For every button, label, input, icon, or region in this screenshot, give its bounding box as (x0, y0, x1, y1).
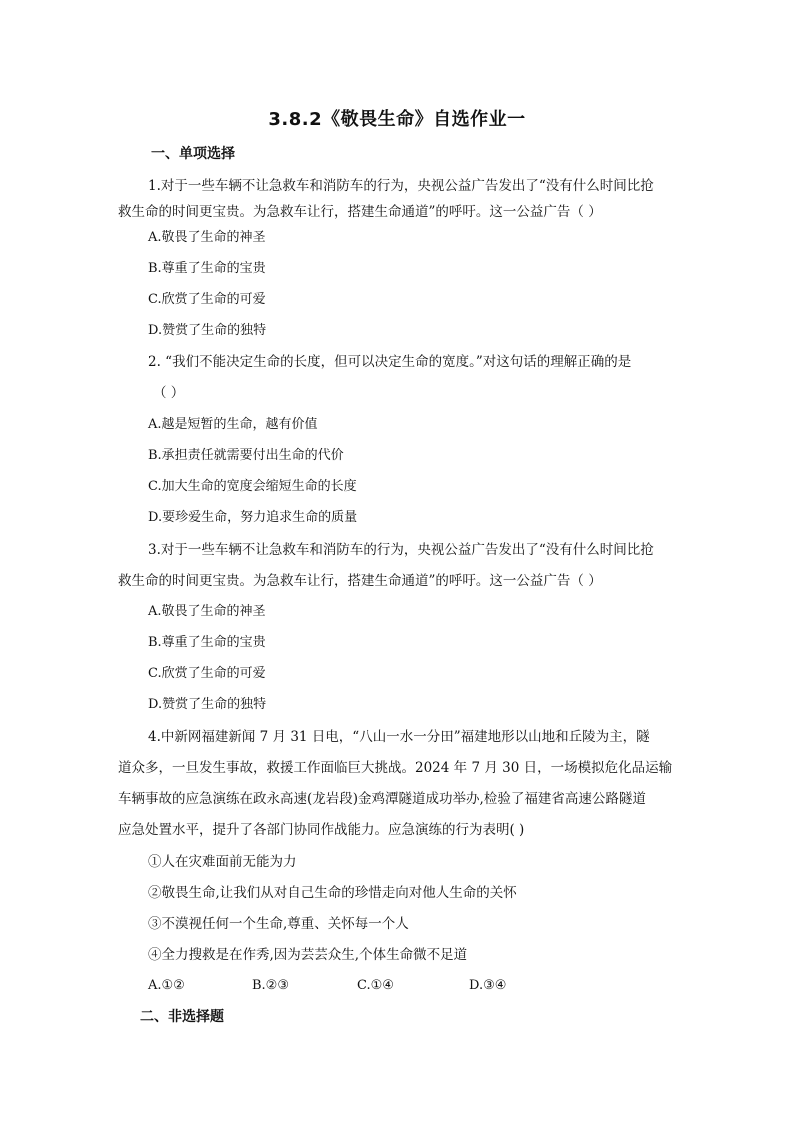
question-4-choice-b: B.②③ (252, 978, 289, 993)
question-1-option-a: A.敬畏了生命的神圣 (148, 230, 266, 245)
question-4-statement-3: ③不漠视任何一个生命,尊重、关怀每一个人 (148, 916, 409, 932)
question-4-text-line-3: 车辆事故的应急演练在政永高速(龙岩段)金鸡潭隧道成功举办,检验了福建省高速公路隧道 (118, 791, 646, 807)
question-4-statement-1: ①人在灾难面前无能为力 (148, 854, 297, 870)
question-3-option-d: D.赞赏了生命的独特 (148, 697, 267, 712)
question-1-option-c: C.欣赏了生命的可爱 (148, 292, 266, 307)
question-3-text-line-2: 救生命的时间更宝贵。为急救车让行，搭建生命通道”的呼吁。这一公益广告（ ） (118, 573, 602, 589)
question-4-statement-2: ②敬畏生命,让我们从对自己生命的珍惜走向对他人生命的关怀 (148, 885, 517, 901)
question-3-option-b: B.尊重了生命的宝贵 (148, 635, 266, 650)
question-1-text-line-1: 1.对于一些车辆不让急救车和消防车的行为，央视公益广告发出了“没有什么时间比抢 (148, 178, 654, 194)
question-2-text-line-2: （ ） (153, 385, 185, 401)
section-heading-single-choice: 一、单项选择 (151, 146, 235, 162)
question-3-text-line-1: 3.对于一些车辆不让急救车和消防车的行为，央视公益广告发出了“没有什么时间比抢 (148, 542, 654, 558)
question-2-option-d: D.要珍爱生命，努力追求生命的质量 (148, 510, 358, 525)
question-4-text-line-4: 应急处置水平，提升了各部门协同作战能力。应急演练的行为表明( ) (118, 822, 525, 838)
question-3-option-c: C.欣赏了生命的可爱 (148, 666, 266, 681)
question-4-choice-d: D.③④ (469, 978, 507, 993)
question-2-option-c: C.加大生命的宽度会缩短生命的长度 (148, 479, 357, 494)
section-heading-non-choice: 二、非选择题 (140, 1009, 224, 1025)
question-1-option-d: D.赞赏了生命的独特 (148, 323, 267, 338)
question-2-option-b: B.承担责任就需要付出生命的代价 (148, 448, 344, 463)
question-4-text-line-2: 道众多，一旦发生事故，救援工作面临巨大挑战。2024 年 7 月 30 日，一场模拟危化品运输 (118, 760, 673, 776)
question-4-statement-4: ④全力搜救是在作秀,因为芸芸众生,个体生命微不足道 (148, 947, 468, 963)
question-4-choice-a: A.①② (148, 978, 185, 993)
question-2-option-a: A.越是短暂的生命，越有价值 (148, 417, 318, 432)
question-4-choice-c: C.①④ (357, 978, 394, 993)
question-3-option-a: A.敬畏了生命的神圣 (148, 604, 266, 619)
question-1-text-line-2: 救生命的时间更宝贵。为急救车让行，搭建生命通道”的呼吁。这一公益广告（ ） (118, 204, 602, 220)
question-1-option-b: B.尊重了生命的宝贵 (148, 261, 266, 276)
question-2-text-line-1: 2. “我们不能决定生命的长度，但可以决定生命的宽度。”对这句话的理解正确的是 (148, 354, 632, 370)
document-title: 3.8.2《敬畏生命》自选作业一 (268, 109, 526, 130)
question-4-text-line-1: 4.中新网福建新闻 7 月 31 日电，“八山一水一分田”福建地形以山地和丘陵为主，隧 (148, 729, 650, 745)
